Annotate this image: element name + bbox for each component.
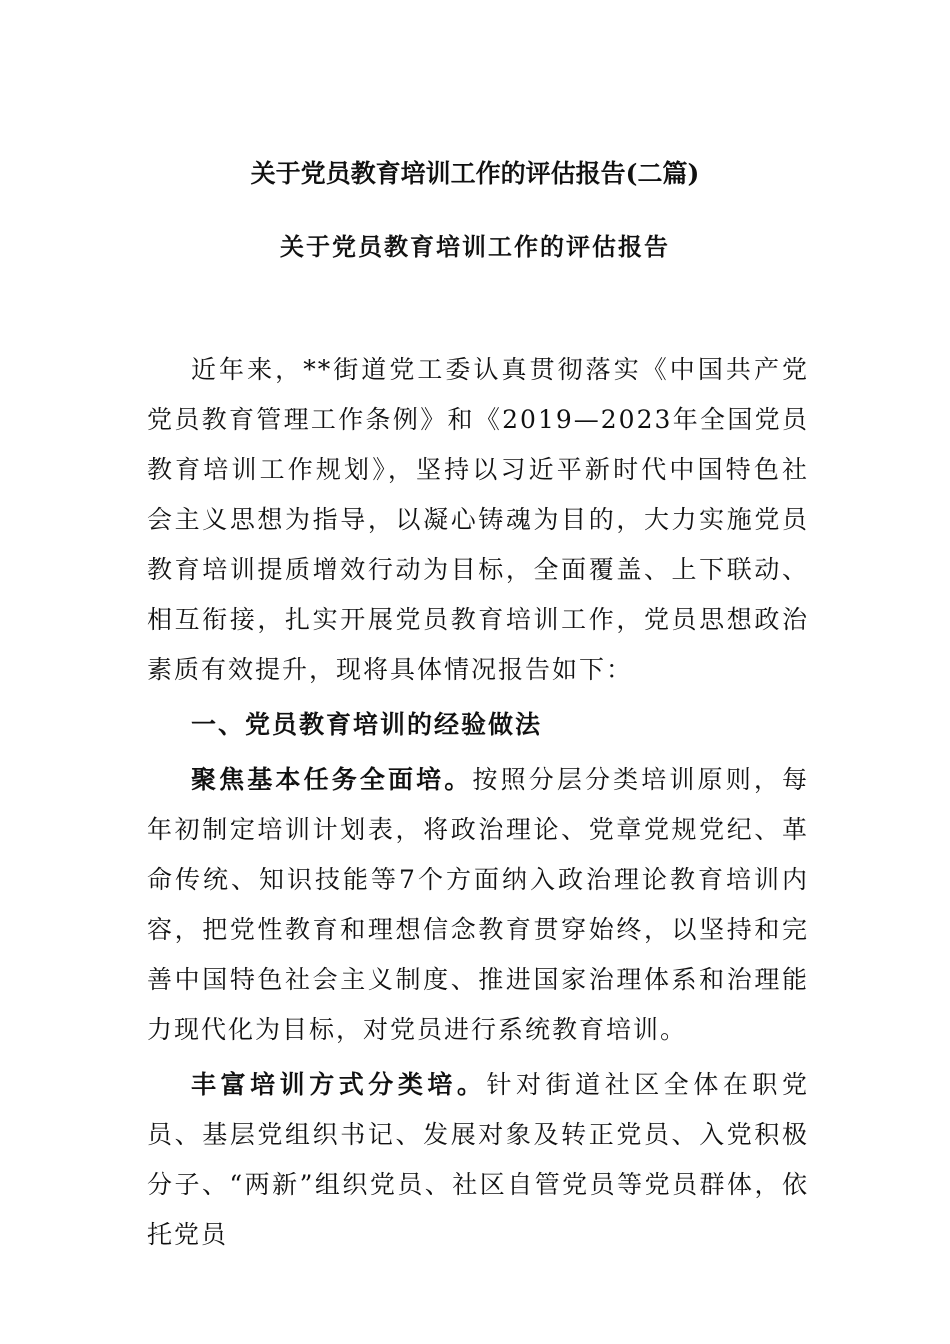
paragraph-text: 针对街道社区全体在职党员、基层党组织书记、发展对象及转正党员、入党积极分子、“两新”组织党员、社区自管党员等党员群体，依托党员: [147, 1070, 809, 1249]
document-title: 关于党员教育培训工作的评估报告(二篇): [250, 159, 700, 188]
paragraph-lead: 丰富培训方式分类培。: [191, 1070, 487, 1099]
intro-paragraph: 近年来，**街道党工委认真贯彻落实《中国共产党党员教育管理工作条例》和《2019—2023年全国党员教育培训工作规划》，坚持以习近平新时代中国特色社会主义思想为指导，以凝心铸魂为目的，大力实施党员教育培训提质增效行动为目标，全面覆盖、上下联动、相互衔接，扎实开展党员教育培训工作，党员思想政治素质有效提升，现将具体情况报告如下：: [147, 355, 809, 684]
section-heading: 一、党员教育培训的经验做法: [191, 710, 543, 739]
paragraph-training-methods: [147, 1060, 809, 1260]
paragraph-text: 按照分层分类培训原则，每年初制定培训计划表，将政治理论、党章党规党纪、革命传统、知识技能等7个方面纳入政治理论教育培训内容，把党性教育和理想信念教育贯穿始终，以坚持和完善中国特色社会主义制度、推进国家治理体系和治理能力现代化为目标，对党员进行系统教育培训。: [147, 765, 809, 1044]
document-subtitle: 关于党员教育培训工作的评估报告: [280, 232, 670, 261]
paragraph-lead: 聚焦基本任务全面培。: [191, 765, 473, 794]
paragraph-basic-tasks: [147, 755, 809, 1055]
document-body: [147, 345, 809, 1265]
